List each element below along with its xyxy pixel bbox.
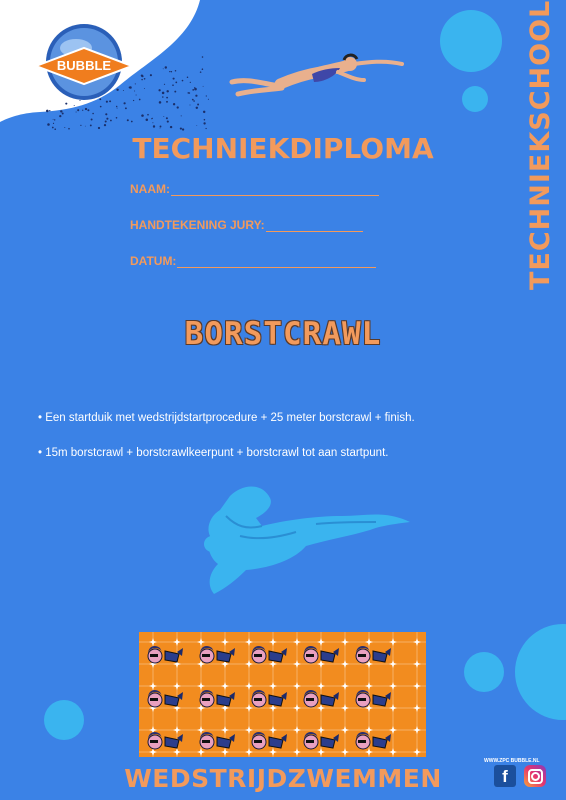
sparkle-icon: [221, 638, 229, 646]
sparkle-icon: [341, 726, 349, 734]
sparkle-icon: [317, 682, 325, 690]
sparkle-icon: [341, 682, 349, 690]
sparkle-icon: [245, 704, 253, 712]
sparkle-icon: [245, 748, 253, 756]
sparkle-icon: [365, 726, 373, 734]
sparkle-icon: [317, 638, 325, 646]
name-line[interactable]: [171, 183, 379, 196]
mascot-icon: [252, 732, 287, 749]
jury-signature-line[interactable]: [266, 219, 363, 232]
sparkle-icon: [197, 748, 205, 756]
deco-circle: [44, 700, 84, 740]
sparkle-icon: [245, 638, 253, 646]
sparkle-icon: [221, 748, 229, 756]
svg-text:BUBBLE: BUBBLE: [56, 58, 112, 73]
sparkle-icon: [341, 748, 349, 756]
swimmer-silhouette-illustration: [166, 476, 426, 596]
deco-circle: [515, 624, 566, 720]
sparkle-icon: [269, 682, 277, 690]
deco-circle: [440, 10, 502, 72]
sparkle-icon: [389, 660, 397, 668]
sparkle-icon: [293, 748, 301, 756]
sparkle-icon: [173, 748, 181, 756]
footer-title: WEDSTRIJDZWEMMEN: [124, 764, 442, 793]
sparkle-icon: [389, 638, 397, 646]
sparkle-icon: [413, 660, 421, 668]
date-label: DATUM:: [130, 254, 177, 268]
mascot-icon: [200, 732, 235, 749]
sparkle-icon: [149, 638, 157, 646]
deco-circle: [464, 652, 504, 692]
sparkle-icon: [245, 682, 253, 690]
mascot-icon: [356, 646, 391, 663]
sparkle-icon: [365, 682, 373, 690]
sparkle-icon: [269, 726, 277, 734]
banner-pattern: [139, 632, 426, 757]
sparkle-icon: [389, 726, 397, 734]
sparkle-icon: [413, 704, 421, 712]
sparkle-icon: [413, 748, 421, 756]
sparkle-icon: [173, 682, 181, 690]
sparkle-icon: [221, 682, 229, 690]
jury-signature-field[interactable]: [130, 216, 363, 232]
sparkle-icon: [293, 638, 301, 646]
side-title: TECHNIEKSCHOOL: [525, 0, 556, 290]
sparkle-icon: [389, 748, 397, 756]
date-field[interactable]: [130, 252, 376, 268]
sparkle-icon: [245, 726, 253, 734]
sparkle-icon: [389, 682, 397, 690]
sparkle-icon: [317, 726, 325, 734]
sparkle-icon: [269, 638, 277, 646]
mascot-icon: [252, 646, 287, 663]
sparkle-icon: [149, 682, 157, 690]
name-label: NAAM:: [130, 182, 170, 196]
sparkle-icon: [269, 748, 277, 756]
requirement-2: • 15m borstcrawl + borstcrawlkeerpunt + borstcrawl tot aan startpunt.: [38, 447, 389, 459]
sparkle-icon: [413, 726, 421, 734]
sparkle-icon: [341, 638, 349, 646]
sparkle-icon: [293, 726, 301, 734]
sparkle-icon: [245, 660, 253, 668]
jury-signature-label: HANDTEKENING JURY:: [130, 218, 265, 232]
stroke-title: BORSTCRAWL: [184, 316, 382, 352]
swimmer-top-illustration: [228, 44, 408, 104]
sparkle-icon: [317, 704, 325, 712]
sparkle-icon: [197, 638, 205, 646]
mascot-icon: [200, 646, 235, 663]
website-text: WWW.ZPC BUBBLE.NL: [484, 758, 540, 764]
mascot-icon: [252, 690, 287, 707]
bubble-logo: [30, 18, 138, 108]
sparkle-icon: [317, 660, 325, 668]
sparkle-icon: [389, 704, 397, 712]
sparkle-icon: [173, 638, 181, 646]
mascot-icon: [356, 732, 391, 749]
sparkle-icon: [317, 748, 325, 756]
sparkle-icon: [413, 682, 421, 690]
requirement-1: • Een startduik met wedstrijdstartprocedure + 25 meter borstcrawl + finish.: [38, 412, 415, 424]
sparkle-icon: [197, 682, 205, 690]
mascot-icon: [200, 690, 235, 707]
facebook-icon[interactable]: f: [494, 765, 516, 787]
sparkle-icon: [341, 660, 349, 668]
sparkle-icon: [293, 660, 301, 668]
sparkle-icon: [293, 704, 301, 712]
page-title: TECHNIEKDIPLOMA: [132, 132, 434, 165]
sparkle-icon: [365, 748, 373, 756]
sparkle-icon: [413, 638, 421, 646]
mascot-banner: [139, 632, 426, 757]
date-line[interactable]: [177, 255, 376, 268]
name-field[interactable]: [130, 180, 379, 196]
sparkle-icon: [365, 638, 373, 646]
mascot-icon: [356, 690, 391, 707]
deco-circle: [462, 86, 488, 112]
sparkle-icon: [221, 726, 229, 734]
sparkle-icon: [341, 704, 349, 712]
sparkle-icon: [173, 726, 181, 734]
sparkle-icon: [293, 682, 301, 690]
